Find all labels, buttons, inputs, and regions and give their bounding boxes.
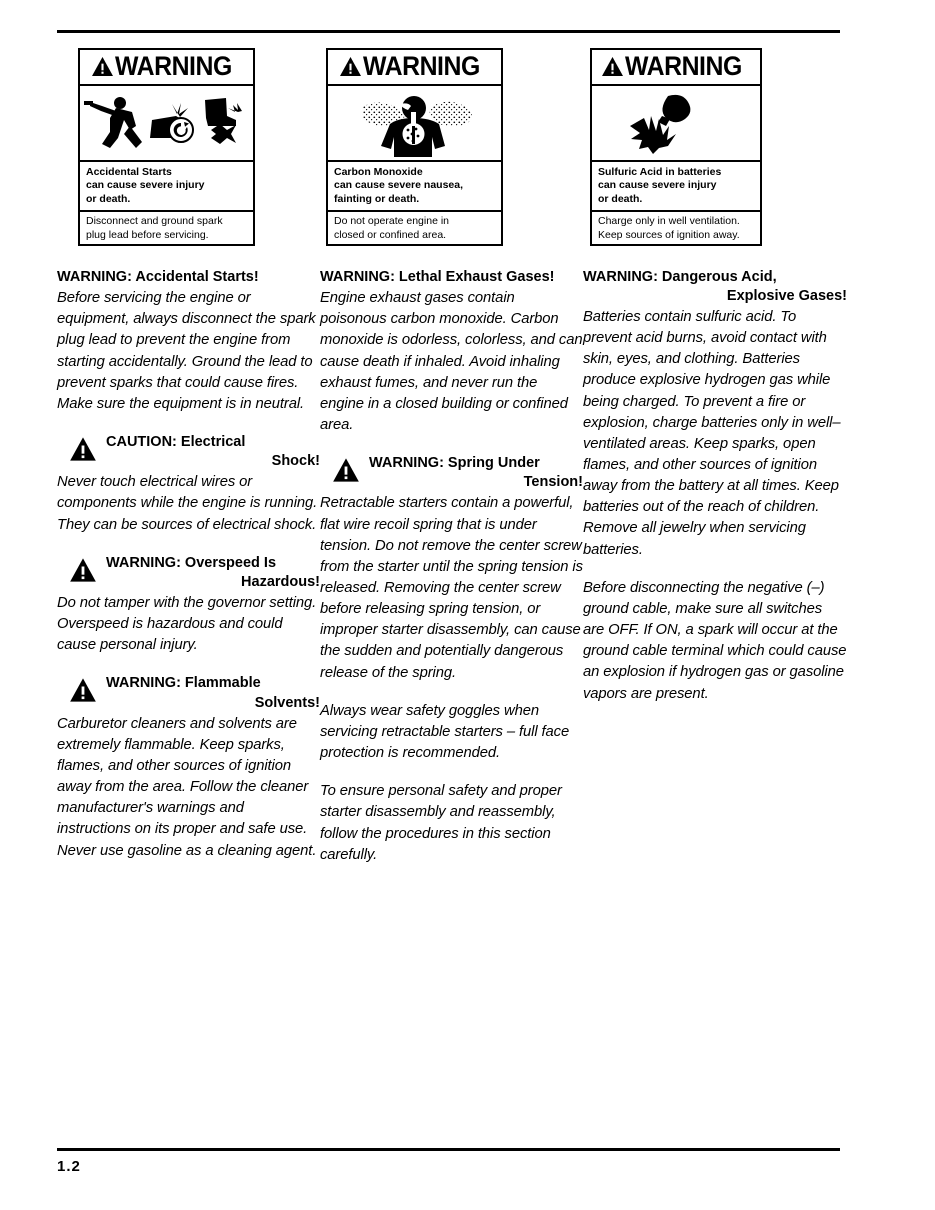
header-rule (57, 30, 840, 33)
warning-triangle-icon (69, 557, 97, 583)
block-heading (106, 674, 320, 712)
block-heading-line1: WARNING: Overspeed Is (106, 554, 277, 571)
decal-header-word: WARNING (115, 51, 232, 81)
footer-rule (57, 1148, 840, 1151)
block-heading-row (320, 454, 583, 492)
warning-triangle-icon (332, 457, 360, 483)
block-heading-line2: Tension! (523, 474, 583, 491)
decal-plain-text (80, 210, 253, 242)
spring-tension-block (320, 454, 583, 866)
block-paragraph: Batteries contain sulfuric acid. To prevent acid burns, avoid contact with skin, eyes, and clothing. Batteries produce explosive hydrogen gas while being charged. To prevent a fire or explosion, charge batteries only in well–ventilated areas. Keep sparks, open flames, and other sources of ignition away from the battery at all times. Keep batteries out of the reach of children. Remove all jewelry when servicing batteries. (583, 308, 841, 558)
decal-bold-line: fainting or death. (334, 192, 420, 205)
decal-header-word: WARNING (363, 51, 480, 81)
column-2 (320, 48, 583, 866)
carbon-monoxide-pictogram (328, 86, 501, 162)
block-paragraph: Engine exhaust gases contain poisonous carbon monoxide. Carbon monoxide is odorless, colorless, and can cause death if inhaled. Avoid inhaling exhaust fumes, and never run the engine in a closed building or confined area. (320, 290, 583, 433)
block-heading-line1: WARNING: Spring Under (369, 455, 540, 472)
column-1 (57, 48, 320, 866)
decal-plain-line: Disconnect and ground spark (86, 215, 223, 228)
block-paragraph: Retractable starters contain a powerful, flat wire recoil spring that is under tension. Do not remove the center screw from the starter until the spring tension is released. Removing the center screw before releasing spring tension, or improper starter disassembly, can cause the sudden and potentially dangerous release of the spring. (320, 495, 583, 681)
block-heading-line2: Hazardous! (241, 573, 320, 590)
decal-plain-text (328, 210, 501, 242)
block-heading-line2: Solvents! (254, 694, 320, 711)
decal-bold-line: can cause severe injury (86, 179, 205, 192)
block-heading-line1: CAUTION: Electrical (106, 433, 246, 450)
warning-decal-sulfuric-acid (590, 48, 762, 246)
decal-bold-text (598, 166, 755, 206)
electrical-shock-block (57, 433, 320, 536)
decal-header (328, 50, 501, 86)
flammable-solvents-block (57, 674, 320, 861)
warning-decal-carbon-monoxide (326, 48, 503, 246)
block-paragraph: Never touch electrical wires or components while the engine is running. They can be sources of electrical shock. (57, 474, 318, 533)
battery-explosion-pictogram (592, 86, 760, 162)
dangerous-acid-block (583, 268, 847, 705)
decal-bold-line: or death. (86, 192, 131, 205)
block-paragraph: Carburetor cleaners and solvents are extremely flammable. Keep sparks, flames, and other sources of ignition away from the area. Follow the cleaner manufacturer's warnings and instructions on its proper and safe use. Never use gasoline as a cleaning agent. (57, 715, 317, 859)
decal-header (80, 50, 253, 86)
warning-triangle-icon (339, 56, 362, 77)
block-paragraph: To ensure personal safety and proper starter disassembly and reassembly, follow the procedures in this section carefully. (320, 783, 562, 863)
decal-header-word: WARNING (624, 51, 742, 81)
accidental-starts-pictogram (80, 86, 253, 162)
decal-bold-line: or death. (598, 192, 643, 205)
block-heading-row (57, 433, 320, 471)
decal-text-block (328, 162, 501, 244)
block-heading (583, 268, 847, 306)
warning-decal-accidental-starts (78, 48, 255, 246)
decal-text-block (592, 162, 760, 244)
block-heading-line2: Shock! (271, 453, 320, 470)
decal-plain-line: closed or confined area. (334, 228, 447, 241)
block-heading: WARNING: Lethal Exhaust Gases! (320, 269, 555, 286)
decal-bold-line: can cause severe injury (598, 179, 717, 192)
overspeed-block (57, 554, 320, 657)
warning-triangle-icon (91, 56, 114, 77)
lethal-exhaust-block (320, 268, 583, 436)
decal-bold-text (86, 166, 248, 206)
decal-plain-line: Do not operate engine in (334, 215, 450, 228)
block-paragraph: Do not tamper with the governor setting. Overspeed is hazardous and could cause personal injury. (57, 594, 317, 654)
block-heading (106, 433, 320, 471)
block-heading (369, 454, 583, 492)
block-paragraph: Before servicing the engine or equipment, always disconnect the spark plug lead to prevent the engine from starting accidentally. Ground the lead to prevent sparks that could cause fires. Make sure the equipment is in neutral. (57, 290, 316, 412)
decal-bold-line: Carbon Monoxide (334, 166, 423, 178)
block-heading-row (57, 674, 320, 712)
decal-header (592, 50, 760, 86)
decal-text-block (80, 162, 253, 244)
block-paragraph: Before disconnecting the negative (–) ground cable, make sure all switches are OFF. If ON, a spark will occur at the ground cable terminal which could cause an explosion if hydrogen gas or gasoline vapors are present. (583, 579, 847, 702)
block-heading-row (57, 554, 320, 592)
page-number: 1.2 (57, 1158, 81, 1175)
warning-triangle-icon (601, 56, 624, 77)
block-heading-line1: WARNING: Flammable (106, 675, 261, 692)
block-heading-line2: Explosive Gases! (726, 288, 847, 305)
block-heading (106, 554, 320, 592)
block-paragraph: Always wear safety goggles when servicing retractable starters – full face protection is recommended. (320, 702, 570, 762)
warning-triangle-icon (69, 677, 97, 703)
accidental-starts-block (57, 268, 320, 415)
decal-plain-line: plug lead before servicing. (86, 228, 209, 241)
three-column-layout (57, 48, 847, 866)
block-heading: WARNING: Accidental Starts! (57, 269, 259, 286)
decal-bold-line: Sulfuric Acid in batteries (598, 166, 722, 178)
warning-triangle-icon (69, 436, 97, 462)
column-3 (583, 48, 847, 866)
decal-bold-line: can cause severe nausea, (334, 179, 464, 192)
decal-plain-line: Charge only in well ventilation. (598, 215, 740, 228)
decal-plain-line: Keep sources of ignition away. (598, 228, 740, 241)
block-heading-line1: WARNING: Dangerous Acid, (583, 269, 777, 286)
decal-bold-line: Accidental Starts (86, 166, 172, 178)
decal-bold-text (334, 166, 496, 206)
decal-plain-text (592, 210, 760, 242)
